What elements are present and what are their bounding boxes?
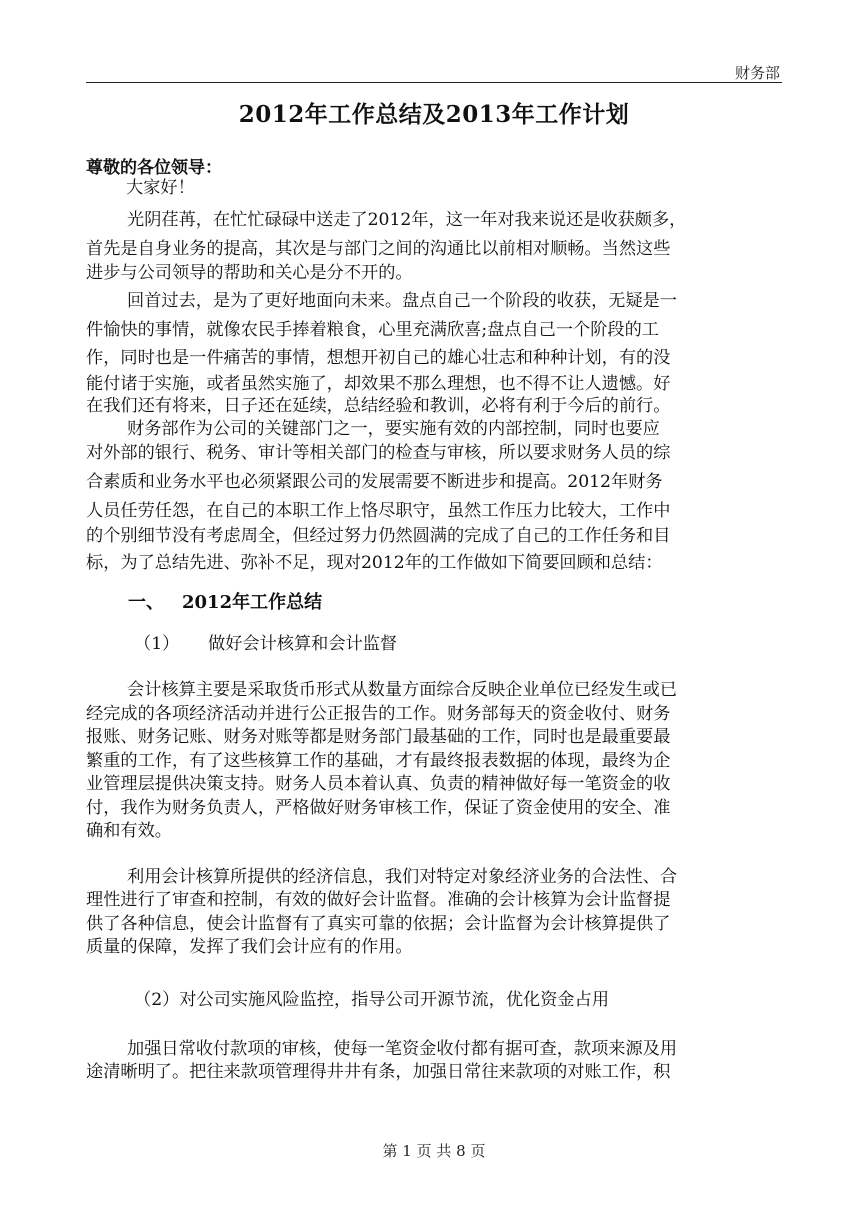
paragraph-line: 财务部作为公司的关键部门之一，要实施有效的内部控制，同时也要应: [127, 419, 660, 439]
paragraph-line: 合素质和业务水平也必须紧跟公司的发展需要不断进步和提高。2012年财务: [86, 471, 663, 492]
paragraph-line: 供了各种信息，使会计监督有了真实可靠的依据；会计监督为会计核算提供了: [86, 913, 671, 934]
subsection-heading-1: [86, 632, 782, 656]
section-title: 2012年工作总结: [182, 592, 323, 613]
greeting: 大家好！: [126, 178, 195, 198]
section-heading-1: [86, 591, 782, 615]
paragraph-line: 回首过去，是为了更好地面向未来。盘点自己一个阶段的收获，无疑是一: [127, 291, 678, 311]
paragraph-line: 会计核算主要是采取货币形式从数量方面综合反映企业单位已经发生或已: [127, 680, 678, 700]
subsection-heading-2: （2）对公司实施风险监控，指导公司开源节流，优化资金占用: [134, 989, 610, 1010]
header-divider: [86, 82, 782, 83]
paragraph-line: 的个别细节没有考虑周全，但经过努力仍然圆满的完成了自己的工作任务和目: [86, 526, 671, 546]
document-body: [86, 158, 782, 1085]
paragraph-line: 经完成的各项经济活动并进行公正报告的工作。财务部每天的资金收付、财务: [86, 703, 671, 724]
paragraph-line: 质量的保障，发挥了我们会计应有的作用。: [86, 937, 413, 957]
page-footer: 第 1 页 共 8 页: [382, 1142, 486, 1160]
paragraph-finance-dept: [86, 419, 782, 577]
paragraph-review: [86, 287, 782, 416]
paragraph-line: 首先是自身业务的提高，其次是与部门之间的沟通比以前相对顺畅。当然这些: [86, 238, 671, 259]
paragraph-line: 件愉快的事情，就像农民手捧着粮食，心里充满欣喜;盘点自己一个阶段的工: [86, 319, 659, 340]
paragraph-line: 理性进行了审查和控制，有效的做好会计监督。准确的会计核算为会计监督提: [86, 890, 671, 910]
paragraph-line: 业管理层提供决策支持。财务人员本着认真、负责的精神做好每一笔资金的收: [86, 774, 671, 794]
paragraph-line: 途清晰明了。把往来款项管理得井井有条，加强日常往来款项的对账工作，积: [86, 1062, 671, 1082]
paragraph-line: 加强日常收付款项的审核，使每一笔资金收付都有据可查，款项来源及用: [127, 1038, 678, 1059]
paragraph-line: 付，我作为财务负责人，严格做好财务审核工作，保证了资金使用的安全、准: [86, 797, 671, 818]
salutation: 尊敬的各位领导：: [86, 158, 222, 178]
paragraph-accounting: [86, 679, 782, 844]
document-title: 2012年工作总结及2013年工作计划: [238, 101, 630, 128]
paragraph-line: 人员任劳任怨，在自己的本职工作上恪尽职守，虽然工作压力比较大，工作中: [86, 500, 671, 521]
paragraph-line: 光阴荏苒，在忙忙碌碌中送走了2012年，这一年对我来说还是收获颇多，: [127, 210, 687, 230]
paragraph-line: 繁重的工作，有了这些核算工作的基础，才有最终报表数据的体现，最终为企: [86, 750, 671, 771]
paragraph-line: 作，同时也是一件痛苦的事情，想想开初自己的雄心壮志和种种计划，有的没: [86, 348, 671, 368]
paragraph-intro: [86, 206, 782, 283]
paragraph-line: 在我们还有将来，日子还在延续，总结经验和教训，必将有利于今后的前行。: [86, 396, 671, 416]
subsection-title: 做好会计核算和会计监督: [208, 634, 398, 654]
paragraph-line: 利用会计核算所提供的经济信息，我们对特定对象经济业务的合法性、合: [127, 866, 678, 887]
header-department: 财务部: [734, 64, 780, 82]
subsection-number: （1）: [134, 634, 180, 654]
paragraph-line: 报账、财务记账、财务对账等都是财务部门最基础的工作，同时也是最重要最: [86, 727, 671, 747]
paragraph-risk: [86, 1038, 782, 1085]
paragraph-line: 标，为了总结先进、弥补不足，现对2012年的工作做如下简要回顾和总结：: [86, 552, 663, 573]
paragraph-line: 对外部的银行、税务、审计等相关部门的检查与审核，所以要求财务人员的综: [86, 443, 671, 463]
section-number: 一、: [128, 592, 164, 613]
paragraph-line: 确和有效。: [86, 821, 172, 841]
paragraph-supervision: [86, 866, 782, 960]
paragraph-line: 能付诸于实施，或者虽然实施了，却效果不那么理想，也不得不让人遗憾。好: [86, 373, 671, 394]
paragraph-line: 进步与公司领导的帮助和关心是分不开的。: [86, 263, 413, 283]
